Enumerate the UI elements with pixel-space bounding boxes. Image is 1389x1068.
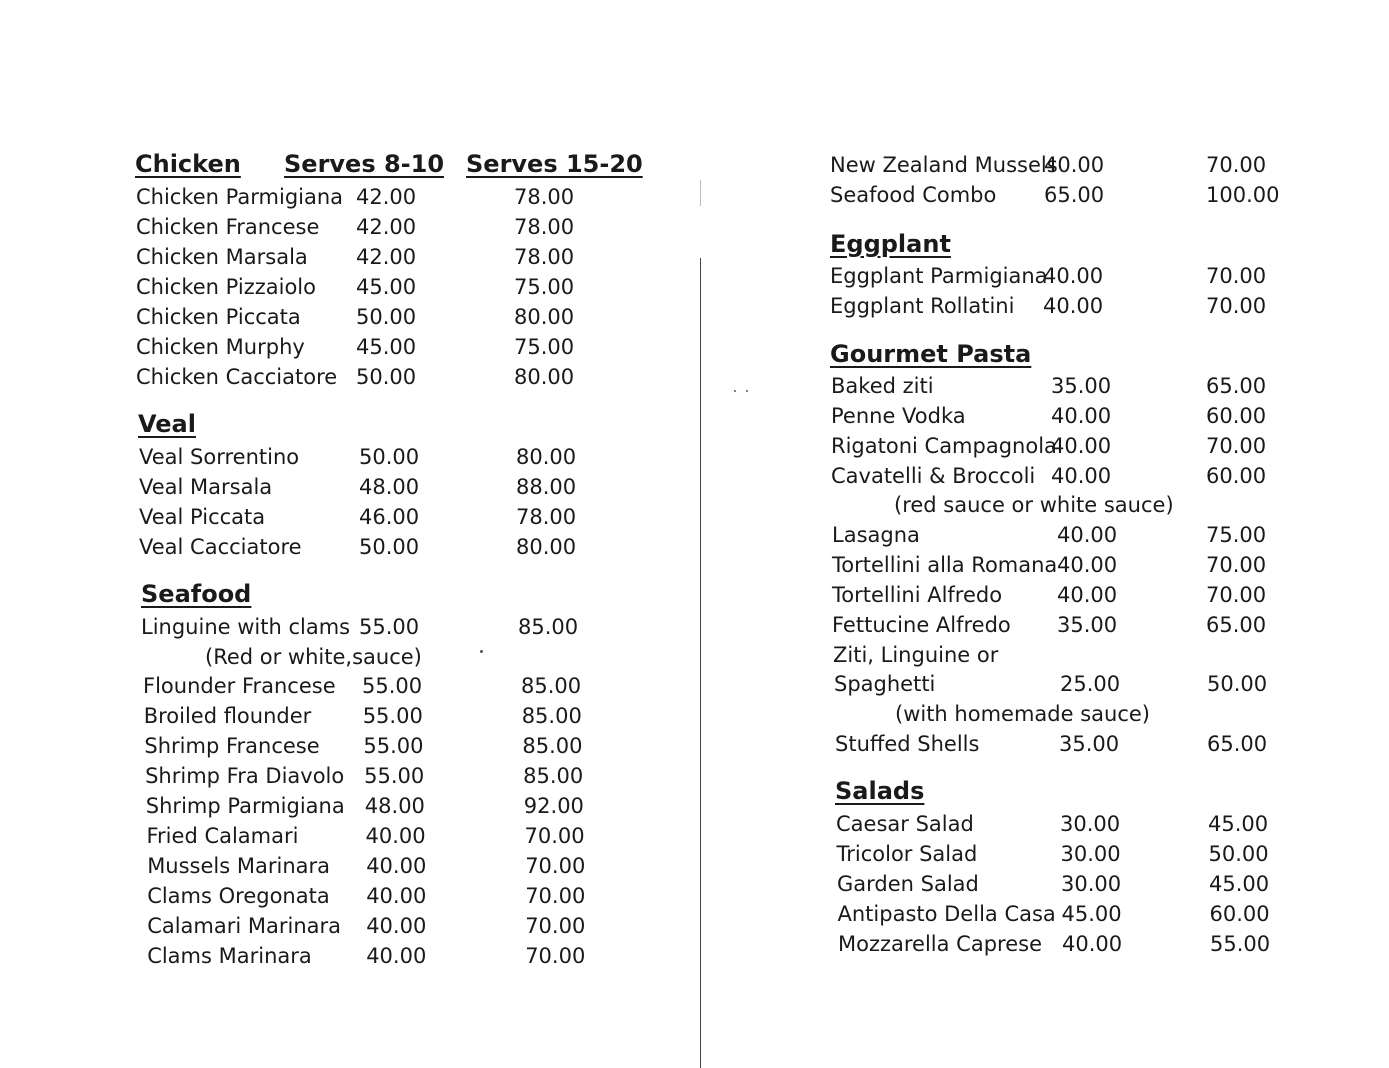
price-serves-large: 50.00 xyxy=(1207,672,1268,696)
item-name: Clams Marinara xyxy=(147,944,312,968)
item-name: Shrimp Fra Diavolo xyxy=(145,764,345,788)
item-name: Garden Salad xyxy=(837,872,979,896)
price-serves-small: 55.00 xyxy=(362,674,423,698)
price-serves-small: 45.00 xyxy=(1061,902,1122,926)
item-name: Chicken Francese xyxy=(136,215,320,239)
price-serves-small: 50.00 xyxy=(356,365,417,389)
item-name: Caesar Salad xyxy=(836,812,974,836)
price-serves-small: 42.00 xyxy=(356,245,417,269)
price-serves-large: 85.00 xyxy=(522,734,583,758)
price-serves-large: 70.00 xyxy=(1206,153,1267,177)
item-name: Fettucine Alfredo xyxy=(832,613,1011,637)
price-serves-small: 40.00 xyxy=(366,854,427,878)
price-serves-small: 40.00 xyxy=(1057,583,1118,607)
price-serves-large: 55.00 xyxy=(1210,932,1271,956)
item-name: Chicken Pizzaiolo xyxy=(136,275,316,299)
price-serves-large: 70.00 xyxy=(1206,553,1267,577)
section-heading: Gourmet Pasta xyxy=(830,340,1032,368)
price-serves-large: 85.00 xyxy=(523,764,584,788)
price-serves-large: 78.00 xyxy=(516,505,577,529)
price-serves-small: 30.00 xyxy=(1060,842,1121,866)
price-serves-small: 40.00 xyxy=(1043,264,1104,288)
price-serves-small: 40.00 xyxy=(1051,434,1112,458)
item-name: Fried Calamari xyxy=(146,824,299,848)
price-serves-large: 70.00 xyxy=(525,884,586,908)
price-serves-small: 40.00 xyxy=(1051,404,1112,428)
price-serves-small: 40.00 xyxy=(1057,553,1118,577)
price-serves-small: 55.00 xyxy=(364,764,425,788)
item-name: Baked ziti xyxy=(831,374,934,398)
item-name: Flounder Francese xyxy=(143,674,336,698)
price-serves-small: 40.00 xyxy=(366,914,427,938)
item-note: Ziti, Linguine or xyxy=(833,643,999,667)
price-serves-large: 80.00 xyxy=(516,535,577,559)
price-serves-large: 70.00 xyxy=(525,854,586,878)
price-serves-large: 65.00 xyxy=(1206,374,1267,398)
section-heading: Serves 15-20 xyxy=(466,150,643,178)
price-serves-small: 30.00 xyxy=(1060,812,1121,836)
item-name: Broiled flounder xyxy=(143,704,312,728)
item-name: Shrimp Parmigiana xyxy=(145,794,345,818)
price-serves-small: 35.00 xyxy=(1059,732,1120,756)
price-serves-large: 78.00 xyxy=(514,185,575,209)
item-name: Cavatelli & Broccoli xyxy=(831,464,1036,488)
item-name: Eggplant Rollatini xyxy=(830,294,1015,318)
section-heading: Salads xyxy=(835,777,925,805)
item-name: Clams Oregonata xyxy=(147,884,330,908)
item-name: Spaghetti xyxy=(834,672,936,696)
price-serves-large: 78.00 xyxy=(514,215,575,239)
fold-line-top xyxy=(700,180,701,206)
price-serves-small: 35.00 xyxy=(1057,613,1118,637)
price-serves-small: 30.00 xyxy=(1061,872,1122,896)
price-serves-small: 40.00 xyxy=(1043,294,1104,318)
item-name: Seafood Combo xyxy=(830,183,997,207)
price-serves-small: 50.00 xyxy=(359,445,420,469)
item-name: Tortellini alla Romana xyxy=(832,553,1058,577)
price-serves-small: 45.00 xyxy=(356,335,417,359)
price-serves-large: 78.00 xyxy=(514,245,575,269)
item-name: Shrimp Francese xyxy=(144,734,320,758)
section-heading: Serves 8-10 xyxy=(284,150,445,178)
price-serves-small: 40.00 xyxy=(365,824,426,848)
price-serves-small: 42.00 xyxy=(356,215,417,239)
item-name: Chicken Murphy xyxy=(136,335,305,359)
price-serves-small: 40.00 xyxy=(366,944,427,968)
scan-speck xyxy=(480,650,483,653)
item-name: Mozzarella Caprese xyxy=(838,932,1043,956)
price-serves-small: 55.00 xyxy=(362,704,423,728)
section-heading: Veal xyxy=(138,410,196,438)
price-serves-large: 65.00 xyxy=(1206,613,1267,637)
item-name: Chicken Cacciatore xyxy=(136,365,338,389)
price-serves-large: 70.00 xyxy=(524,824,585,848)
item-name: Antipasto Della Casa xyxy=(837,902,1056,926)
item-name: Rigatoni Campagnola xyxy=(831,434,1057,458)
item-note: (Red or white,sauce) xyxy=(205,645,422,669)
price-serves-small: 40.00 xyxy=(1062,932,1123,956)
price-serves-large: 80.00 xyxy=(516,445,577,469)
price-serves-large: 88.00 xyxy=(516,475,577,499)
item-name: Tortellini Alfredo xyxy=(832,583,1003,607)
item-name: Veal Piccata xyxy=(139,505,266,529)
price-serves-large: 92.00 xyxy=(523,794,584,818)
scan-speck xyxy=(746,390,748,392)
price-serves-large: 60.00 xyxy=(1206,464,1267,488)
price-serves-small: 40.00 xyxy=(366,884,427,908)
price-serves-small: 55.00 xyxy=(363,734,424,758)
item-note: (with homemade sauce) xyxy=(895,702,1150,726)
price-serves-small: 40.00 xyxy=(1051,464,1112,488)
fold-line xyxy=(700,258,701,1068)
price-serves-large: 60.00 xyxy=(1206,404,1267,428)
item-name: Veal Marsala xyxy=(139,475,273,499)
price-serves-large: 70.00 xyxy=(1206,294,1267,318)
item-name: Tricolor Salad xyxy=(836,842,978,866)
price-serves-small: 65.00 xyxy=(1044,183,1105,207)
price-serves-small: 35.00 xyxy=(1051,374,1112,398)
price-serves-large: 80.00 xyxy=(514,305,575,329)
price-serves-small: 48.00 xyxy=(359,475,420,499)
scan-speck xyxy=(734,390,736,392)
price-serves-large: 80.00 xyxy=(514,365,575,389)
price-serves-small: 50.00 xyxy=(359,535,420,559)
price-serves-small: 40.00 xyxy=(1044,153,1105,177)
price-serves-large: 85.00 xyxy=(521,674,582,698)
price-serves-large: 70.00 xyxy=(1206,434,1267,458)
item-name: Eggplant Parmigiana xyxy=(830,264,1048,288)
price-serves-small: 42.00 xyxy=(356,185,417,209)
item-name: Veal Cacciatore xyxy=(139,535,302,559)
price-serves-small: 46.00 xyxy=(359,505,420,529)
price-serves-small: 45.00 xyxy=(356,275,417,299)
section-heading: Seafood xyxy=(141,580,252,608)
item-name: Chicken Piccata xyxy=(136,305,301,329)
price-serves-large: 75.00 xyxy=(514,335,575,359)
price-serves-small: 50.00 xyxy=(356,305,417,329)
price-serves-small: 48.00 xyxy=(364,794,425,818)
item-note: (red sauce or white sauce) xyxy=(894,493,1174,517)
price-serves-large: 70.00 xyxy=(1206,264,1267,288)
price-serves-large: 100.00 xyxy=(1206,183,1280,207)
price-serves-large: 45.00 xyxy=(1209,872,1270,896)
item-name: Calamari Marinara xyxy=(147,914,342,938)
price-serves-large: 85.00 xyxy=(518,615,579,639)
item-name: Chicken Parmigiana xyxy=(136,185,344,209)
item-name: Mussels Marinara xyxy=(147,854,331,878)
price-serves-large: 85.00 xyxy=(521,704,582,728)
price-serves-small: 25.00 xyxy=(1060,672,1121,696)
price-serves-small: 40.00 xyxy=(1057,523,1118,547)
price-serves-large: 75.00 xyxy=(514,275,575,299)
price-serves-small: 55.00 xyxy=(359,615,420,639)
price-serves-large: 70.00 xyxy=(525,914,586,938)
price-serves-large: 50.00 xyxy=(1208,842,1269,866)
price-serves-large: 70.00 xyxy=(525,944,586,968)
price-serves-large: 70.00 xyxy=(1206,583,1267,607)
section-heading: Chicken xyxy=(135,150,241,178)
price-serves-large: 45.00 xyxy=(1208,812,1269,836)
price-serves-large: 60.00 xyxy=(1209,902,1270,926)
item-name: Lasagna xyxy=(832,523,920,547)
item-name: Penne Vodka xyxy=(831,404,966,428)
item-name: Stuffed Shells xyxy=(835,732,980,756)
price-serves-large: 75.00 xyxy=(1206,523,1267,547)
section-heading: Eggplant xyxy=(830,230,951,258)
item-name: Chicken Marsala xyxy=(136,245,308,269)
item-name: Linguine with clams xyxy=(141,615,351,639)
item-name: Veal Sorrentino xyxy=(139,445,300,469)
price-serves-large: 65.00 xyxy=(1207,732,1268,756)
item-name: New Zealand Mussels xyxy=(830,153,1058,177)
